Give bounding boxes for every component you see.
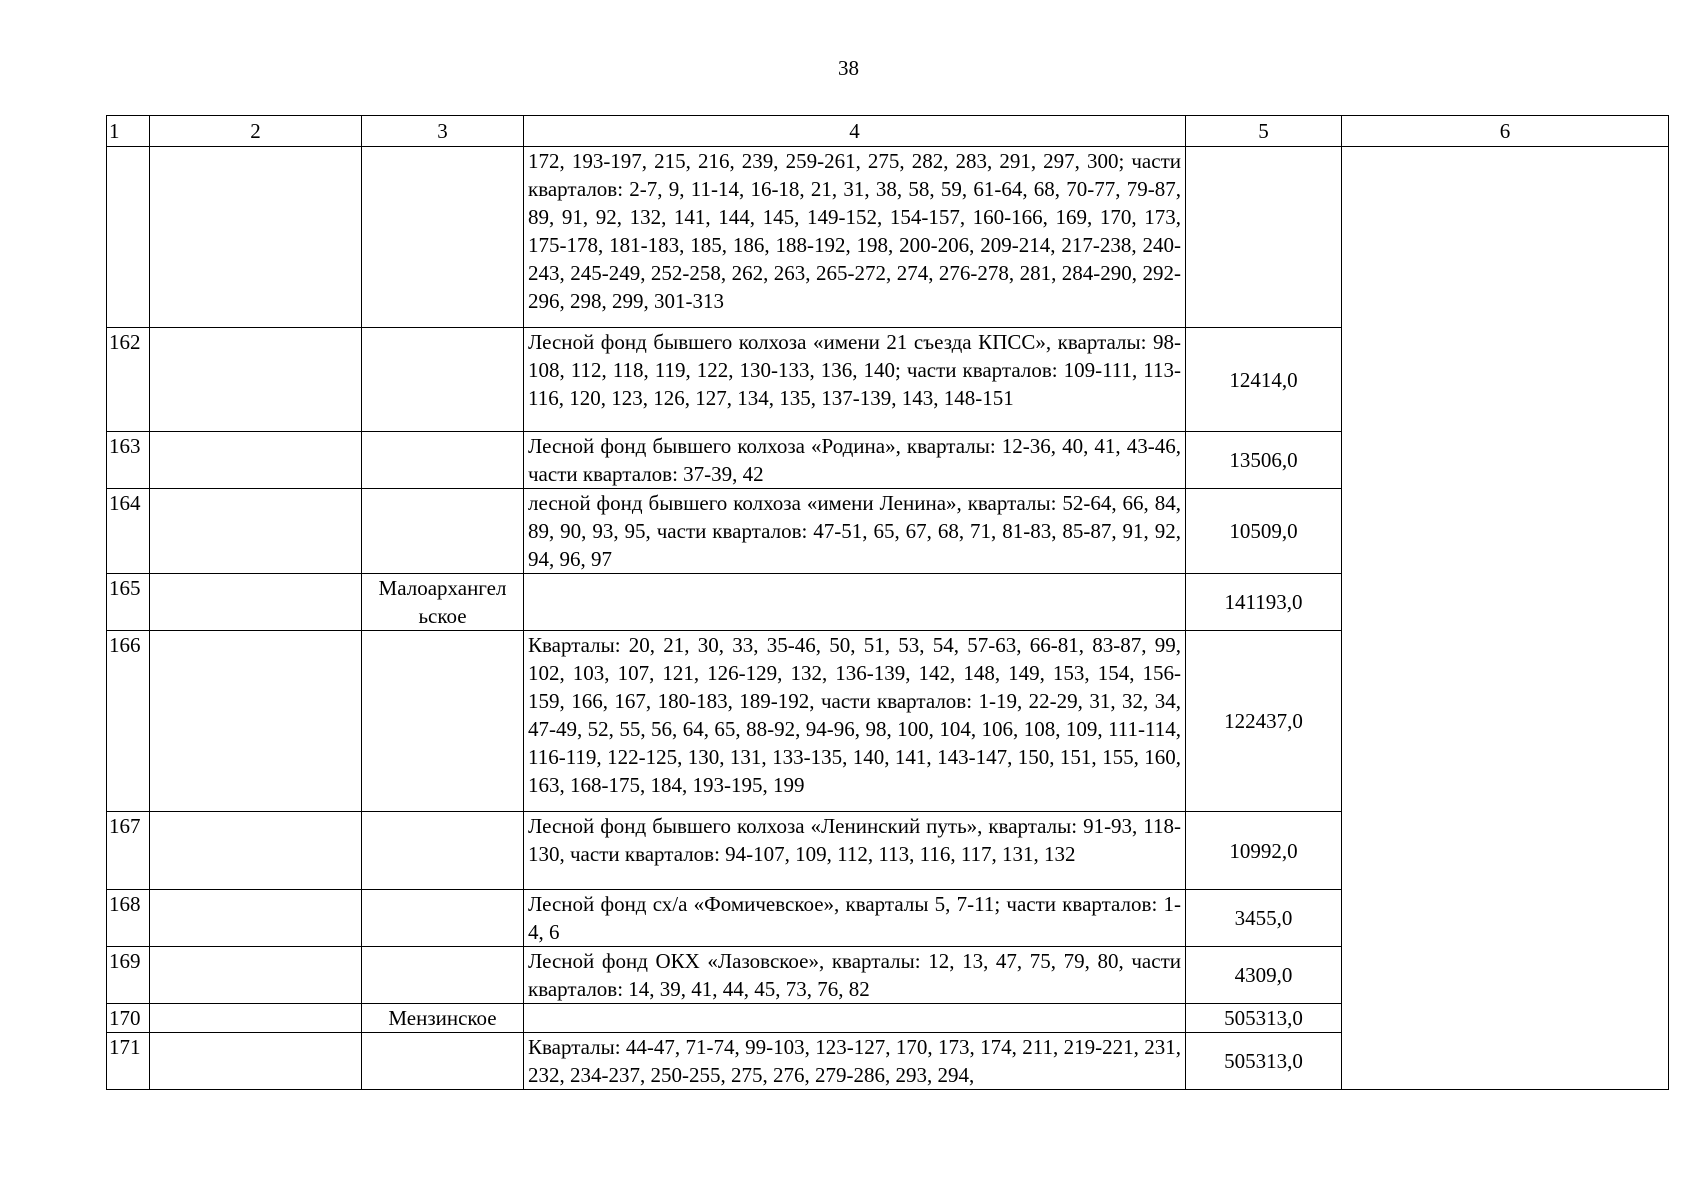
- area-cell: 10992,0: [1186, 812, 1342, 890]
- row-number-cell: 170: [107, 1004, 150, 1033]
- settlement-cell: [362, 432, 524, 489]
- district-cell: [150, 812, 362, 890]
- row-number-cell: 171: [107, 1033, 150, 1090]
- description-cell: Лесной фонд бывшего колхоза «Ленинский путь», кварталы: 91-93, 118-130, части кварталов: 94-107, 109, 112, 113, 116, 117, 131, 132: [524, 812, 1186, 890]
- area-cell: 13506,0: [1186, 432, 1342, 489]
- area-cell: 141193,0: [1186, 574, 1342, 631]
- row-number-cell: 167: [107, 812, 150, 890]
- area-cell: 4309,0: [1186, 947, 1342, 1004]
- area-cell: 10509,0: [1186, 489, 1342, 574]
- settlement-cell: [362, 631, 524, 812]
- description-cell: Лесной фонд ОКХ «Лазовское», кварталы: 12, 13, 47, 75, 79, 80, части кварталов: 14, 39, 41, 44, 45, 73, 76, 82: [524, 947, 1186, 1004]
- district-cell: [150, 890, 362, 947]
- header-cell-1: 1: [107, 116, 150, 147]
- page-number: 38: [838, 56, 859, 80]
- area-cell: 12414,0: [1186, 328, 1342, 432]
- area-cell: 122437,0: [1186, 631, 1342, 812]
- header-cell-3: 3: [362, 116, 524, 147]
- area-cell: 505313,0: [1186, 1004, 1342, 1033]
- notes-cell: [1342, 147, 1669, 1090]
- header-cell-2: 2: [150, 116, 362, 147]
- district-cell: [150, 574, 362, 631]
- area-cell: 505313,0: [1186, 1033, 1342, 1090]
- description-cell: Лесной фонд бывшего колхоза «Родина», кварталы: 12-36, 40, 41, 43-46, части кварталов: 37-39, 42: [524, 432, 1186, 489]
- row-number-cell: 163: [107, 432, 150, 489]
- row-number-cell: 166: [107, 631, 150, 812]
- header-cell-4: 4: [524, 116, 1186, 147]
- row-number-cell: 169: [107, 947, 150, 1004]
- row-number-cell: [107, 147, 150, 328]
- settlement-cell: [362, 812, 524, 890]
- land-table: [106, 115, 1669, 1090]
- settlement-cell: [362, 890, 524, 947]
- district-cell: [150, 489, 362, 574]
- settlement-cell: Малоархангел ьское: [362, 574, 524, 631]
- header-cell-5: 5: [1186, 116, 1342, 147]
- description-cell: Кварталы: 20, 21, 30, 33, 35-46, 50, 51, 53, 54, 57-63, 66-81, 83-87, 99, 102, 103, 107, 121, 126-129, 132, 136-139, 142, 148, 149, 153, 154, 156-159, 166, 167, 180-183, 189-192, части кварталов: 1-19, 22-29, 31, 32, 34, 47-49, 52, 55, 56, 64, 65, 88-92, 94-96, 98, 100, 104, 106, 108, 109, 111-114, 116-119, 122-125, 130, 131, 133-135, 140, 141, 143-147, 150, 151, 155, 160, 163, 168-175, 184, 193-195, 199: [524, 631, 1186, 812]
- district-cell: [150, 328, 362, 432]
- table-header-row: [107, 116, 1669, 147]
- settlement-cell: [362, 147, 524, 328]
- settlement-cell: [362, 328, 524, 432]
- description-cell: Лесной фонд сх/а «Фомичевское», кварталы 5, 7-11; части кварталов: 1-4, 6: [524, 890, 1186, 947]
- header-cell-6: 6: [1342, 116, 1669, 147]
- row-number-cell: 165: [107, 574, 150, 631]
- description-cell: [524, 1004, 1186, 1033]
- district-cell: [150, 947, 362, 1004]
- area-cell: 3455,0: [1186, 890, 1342, 947]
- description-cell: [524, 574, 1186, 631]
- settlement-cell: Мензинское: [362, 1004, 524, 1033]
- row-number-cell: 164: [107, 489, 150, 574]
- district-cell: [150, 1033, 362, 1090]
- description-cell: Лесной фонд бывшего колхоза «имени 21 съезда КПСС», кварталы: 98-108, 112, 118, 119, 122, 130-133, 136, 140; части кварталов: 109-111, 113-116, 120, 123, 126, 127, 134, 135, 137-139, 143, 148-151: [524, 328, 1186, 432]
- area-cell: [1186, 147, 1342, 328]
- description-cell: 172, 193-197, 215, 216, 239, 259-261, 275, 282, 283, 291, 297, 300; части кварталов: 2-7, 9, 11-14, 16-18, 21, 31, 38, 58, 59, 61-64, 68, 70-77, 79-87, 89, 91, 92, 132, 141, 144, 145, 149-152, 154-157, 160-166, 169, 170, 173, 175-178, 181-183, 185, 186, 188-192, 198, 200-206, 209-214, 217-238, 240-243, 245-249, 252-258, 262, 263, 265-272, 274, 276-278, 281, 284-290, 292-296, 298, 299, 301-313: [524, 147, 1186, 328]
- settlement-cell: [362, 947, 524, 1004]
- district-cell: [150, 147, 362, 328]
- table-row: [107, 147, 1669, 328]
- settlement-cell: [362, 489, 524, 574]
- row-number-cell: 168: [107, 890, 150, 947]
- district-cell: [150, 631, 362, 812]
- district-cell: [150, 1004, 362, 1033]
- district-cell: [150, 432, 362, 489]
- description-cell: Кварталы: 44-47, 71-74, 99-103, 123-127, 170, 173, 174, 211, 219-221, 231, 232, 234-237, 250-255, 275, 276, 279-286, 293, 294,: [524, 1033, 1186, 1090]
- description-cell: лесной фонд бывшего колхоза «имени Ленина», кварталы: 52-64, 66, 84, 89, 90, 93, 95, части кварталов: 47-51, 65, 67, 68, 71, 81-83, 85-87, 91, 92, 94, 96, 97: [524, 489, 1186, 574]
- settlement-cell: [362, 1033, 524, 1090]
- row-number-cell: 162: [107, 328, 150, 432]
